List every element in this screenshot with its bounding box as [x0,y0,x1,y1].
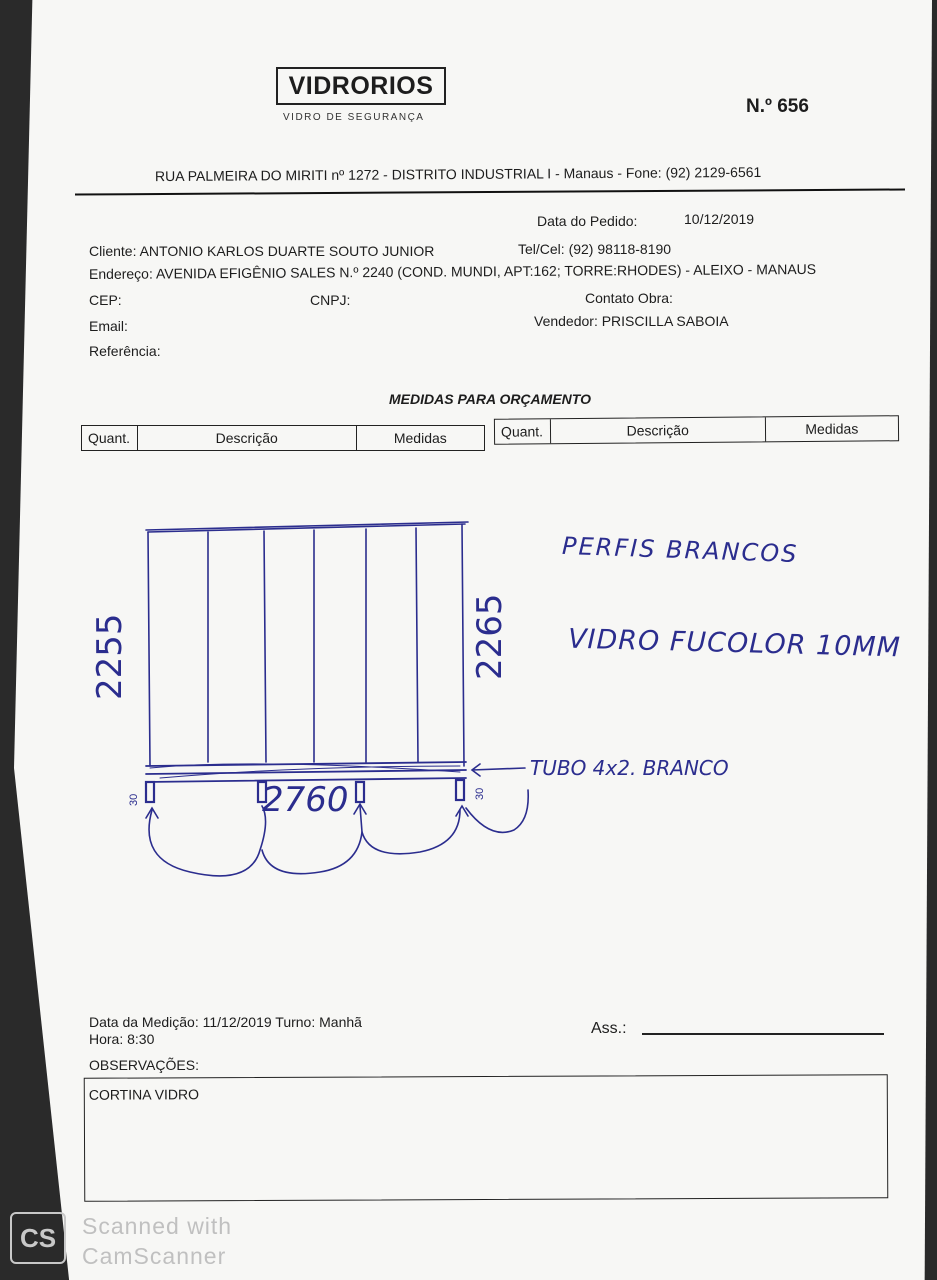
height-left-label: 2255 [90,613,130,700]
note-glass: VIDRO FUCOLOR 10MM [567,623,902,664]
left-edge [148,532,150,766]
right-edge [462,524,464,766]
order-date-value: 10/12/2019 [684,211,755,227]
signature-label: Ass.: [591,1020,627,1037]
width-label: 2760 [262,780,349,820]
col-measures: Medidas [805,420,859,438]
observations-label: OBSERVAÇÕES: [89,1057,199,1073]
top-rail [146,522,468,532]
foot-mid-2 [356,782,364,802]
panel-line [264,531,266,762]
foot-left-label: 30 [128,793,140,806]
brand-logo [276,67,446,105]
seller-name: Vendedor: PRISCILLA SABOIA [534,313,729,329]
client-name: Cliente: ANTONIO KARLOS DUARTE SOUTO JUNIOR [89,243,435,259]
tube-pointer-arrow [472,764,525,776]
company-address: RUA PALMEIRA DO MIRITI nº 1272 - DISTRITO INDUSTRIAL I - Manaus - Fone: (92) 2129-6561 [154,163,762,185]
foot-left [146,782,154,802]
col-description: Descrição [138,426,357,450]
col-measures: Medidas [393,430,447,446]
col-quantity: Quant. [495,419,551,443]
measurement-hour: Hora: 8:30 [89,1031,155,1047]
signature-line [642,1033,884,1035]
observations-text: CORTINA VIDRO [88,1086,200,1103]
measurements-table-left [81,425,485,451]
glass-curtain-sketch [100,500,930,900]
col-description: Descrição [551,417,766,443]
site-contact-field: Contato Obra: [585,290,673,306]
measurements-title: MEDIDAS PARA ORÇAMENTO [389,391,591,407]
brand-tagline: VIDRO DE SEGURANÇA [283,112,425,123]
height-right-label: 2265 [470,593,510,680]
note-tube: TUBO 4x2. BRANCO [530,756,729,780]
email-field: Email: [89,318,128,334]
order-date-label: Data do Pedido: [537,213,638,229]
watermark-line-1: Scanned with [82,1213,233,1239]
panel-line [416,528,418,762]
reference-field: Referência: [89,343,161,359]
support-arc [362,810,460,854]
client-address: Endereço: AVENIDA EFIGÊNIO SALES N.º 2240 (COND. MUNDI, APT:162; TORRE:RHODES) - ALEIXO - MANAUS [88,260,817,282]
col-quantity: Quant. [82,426,138,450]
brand-name: VIDRORIOS [288,71,434,100]
camscanner-logo: CS [10,1212,66,1264]
measurements-table-right [494,415,899,445]
note-profiles: PERFIS BRANCOS [561,531,799,569]
observations-box [84,1074,889,1202]
order-number: N.º 656 [746,96,809,117]
cep-field: CEP: [89,292,122,308]
cnpj-field: CNPJ: [310,292,351,308]
measurement-date: Data da Medição: 11/12/2019 Turno: Manhã [89,1014,362,1030]
support-arc [149,806,266,876]
foot-right-label: 30 [474,787,486,800]
client-phone: Tel/Cel: (92) 98118-8190 [518,241,672,257]
watermark-line-2: CamScanner [82,1243,227,1269]
foot-right [456,780,464,800]
